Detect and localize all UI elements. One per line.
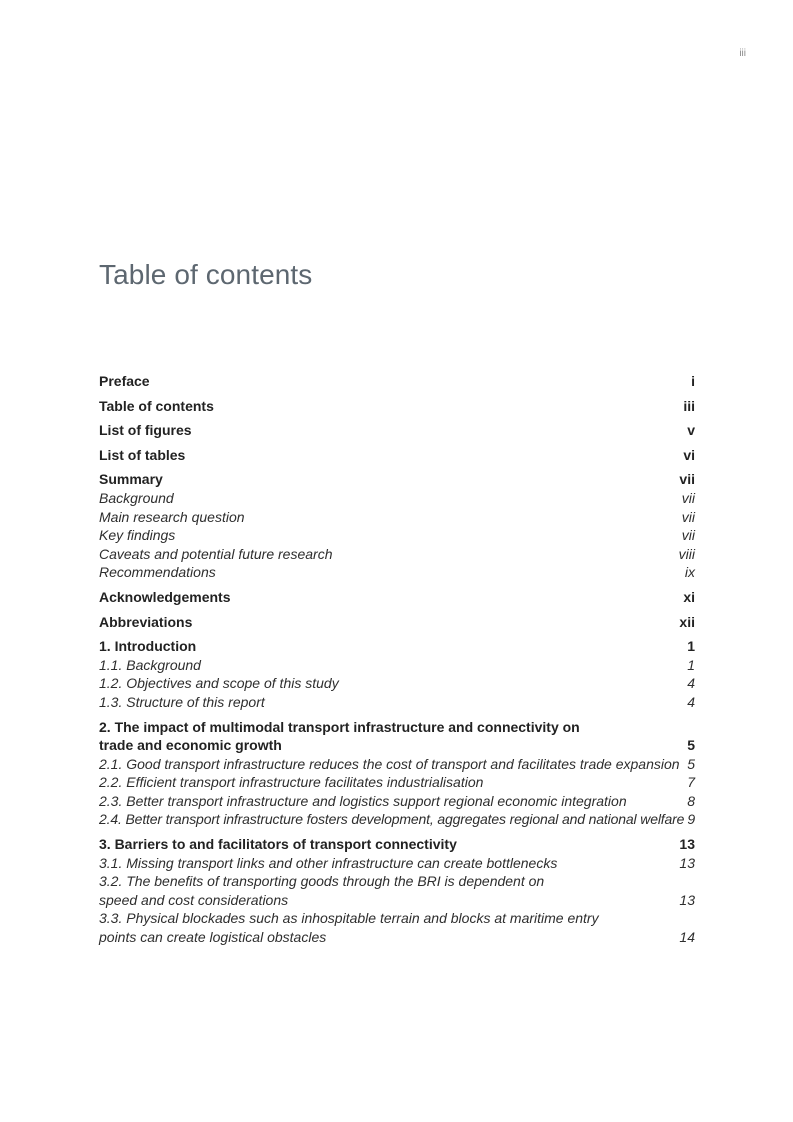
toc-subentry-page: 5 <box>687 755 695 772</box>
toc-subentry[interactable] <box>99 656 695 675</box>
toc-entry[interactable] <box>99 372 695 391</box>
toc-subentry[interactable] <box>99 674 695 693</box>
toc-subentry[interactable] <box>99 909 695 946</box>
toc-subentry-page: 13 <box>679 891 695 908</box>
toc-subentry-label-line2: points can create logistical obstacles <box>99 929 327 946</box>
toc-section-list-of-figures <box>99 421 695 440</box>
toc-entry[interactable] <box>99 718 695 755</box>
toc-subentry[interactable] <box>99 773 695 792</box>
toc-entry-label: Table of contents <box>99 397 214 414</box>
toc-subentry-page: 7 <box>687 774 695 791</box>
toc-subentry[interactable] <box>99 792 695 811</box>
toc-subentry-page: vii <box>681 527 695 544</box>
toc-entry[interactable] <box>99 588 695 607</box>
toc-subentry[interactable] <box>99 563 695 582</box>
toc-subentry[interactable] <box>99 526 695 545</box>
toc-subentry-page: vii <box>681 489 695 506</box>
toc-entry-page: vii <box>679 471 695 488</box>
toc-subentry-label-line1: 3.3. Physical blockades such as inhospitable terrain and blocks at maritime entry <box>99 910 599 927</box>
toc-subentry-label: 1.3. Structure of this report <box>99 693 265 710</box>
toc-subentry[interactable] <box>99 489 695 508</box>
toc-section-barriers <box>99 835 695 947</box>
toc-entry-page: i <box>691 373 695 389</box>
toc-subentry-label: 2.3. Better transport infrastructure and logistics support regional economic integration <box>99 792 627 809</box>
toc-entry-page: 1 <box>687 638 695 655</box>
toc-section-table-of-contents <box>99 397 695 416</box>
toc-subentry[interactable] <box>99 545 695 564</box>
toc-subentry-label-line2: speed and cost considerations <box>99 891 289 908</box>
page-title: Table of contents <box>99 259 313 290</box>
toc-subentry-label: Caveats and potential future research <box>99 545 333 562</box>
toc-section-acknowledgements <box>99 588 695 607</box>
toc-subentry-label-line1: 3.2. The benefits of transporting goods through the BRI is dependent on <box>99 873 545 890</box>
toc-subentry-label: Recommendations <box>99 564 216 581</box>
toc-entry[interactable] <box>99 446 695 465</box>
toc-entry-label-line1: 2. The impact of multimodal transport infrastructure and connectivity on <box>99 718 580 735</box>
toc-entry-label: 3. Barriers to and facilitators of transport connectivity <box>99 836 457 853</box>
toc-subentry-label: Main research question <box>99 508 245 525</box>
toc-subentry[interactable] <box>99 508 695 527</box>
toc-subentry[interactable] <box>99 810 695 829</box>
toc-entry[interactable] <box>99 835 695 854</box>
toc-section-abbreviations <box>99 613 695 632</box>
toc-section-impact-of-transport <box>99 718 695 830</box>
toc-entry-label <box>99 718 687 755</box>
toc-section-list-of-tables <box>99 446 695 465</box>
table-of-contents <box>99 372 695 953</box>
toc-entry[interactable] <box>99 470 695 489</box>
page-number: iii <box>739 48 746 59</box>
toc-entry[interactable] <box>99 637 695 656</box>
toc-entry-page: 13 <box>679 836 695 853</box>
toc-subentry-page: 8 <box>687 792 695 809</box>
toc-subentry-label: Background <box>99 489 174 506</box>
toc-subentry-page: 9 <box>687 811 695 828</box>
toc-entry-page: xi <box>683 588 695 605</box>
toc-subentry-label: 1.1. Background <box>99 656 201 673</box>
toc-entry-label: List of figures <box>99 422 192 439</box>
toc-subentry-label: Key findings <box>99 527 176 544</box>
toc-subentry[interactable] <box>99 854 695 873</box>
toc-subentry-label: 2.4. Better transport infrastructure fosters development, aggregates regional and national welfare <box>99 811 685 828</box>
toc-subentry[interactable] <box>99 872 695 909</box>
toc-subentry-label: 2.2. Efficient transport infrastructure facilitates industrialisation <box>99 774 484 791</box>
toc-subentry-label: 1.2. Objectives and scope of this study <box>99 675 339 692</box>
toc-subentry-label: 3.1. Missing transport links and other infrastructure can create bottlenecks <box>99 854 558 871</box>
toc-subentry-page: viii <box>678 545 695 562</box>
toc-subentry[interactable] <box>99 693 695 712</box>
toc-section-summary <box>99 470 695 582</box>
toc-subentry-page: 13 <box>679 854 695 871</box>
toc-subentry-page: 1 <box>687 656 695 673</box>
toc-entry-page: vi <box>683 446 695 463</box>
toc-entry-label-line2: trade and economic growth <box>99 737 282 754</box>
toc-subentry-label <box>99 872 679 909</box>
toc-entry[interactable] <box>99 397 695 416</box>
toc-section-preface <box>99 372 695 391</box>
toc-entry-page: 5 <box>687 737 695 754</box>
toc-subentry-page: 4 <box>687 693 695 710</box>
toc-subentry-label: 2.1. Good transport infrastructure reduces the cost of transport and facilitates trade expansion <box>99 755 680 772</box>
toc-section-introduction <box>99 637 695 711</box>
toc-subentry-label <box>99 909 679 946</box>
toc-entry-page: iii <box>683 397 695 414</box>
toc-subentry-page: vii <box>681 508 695 525</box>
toc-entry-label: Abbreviations <box>99 613 193 630</box>
toc-entry-label: List of tables <box>99 446 186 463</box>
toc-entry-page: v <box>687 422 695 439</box>
toc-entry-label: 1. Introduction <box>99 638 197 655</box>
toc-entry-label: Summary <box>99 471 163 488</box>
toc-subentry-page: 4 <box>687 675 695 692</box>
toc-subentry-page: 14 <box>679 929 695 946</box>
toc-subentry[interactable] <box>99 755 695 774</box>
toc-entry-label: Acknowledgements <box>99 588 231 605</box>
toc-subentry-page: ix <box>684 564 695 581</box>
toc-entry[interactable] <box>99 421 695 440</box>
toc-entry[interactable] <box>99 613 695 632</box>
toc-entry-page: xii <box>679 613 695 630</box>
toc-entry-label: Preface <box>99 373 150 389</box>
